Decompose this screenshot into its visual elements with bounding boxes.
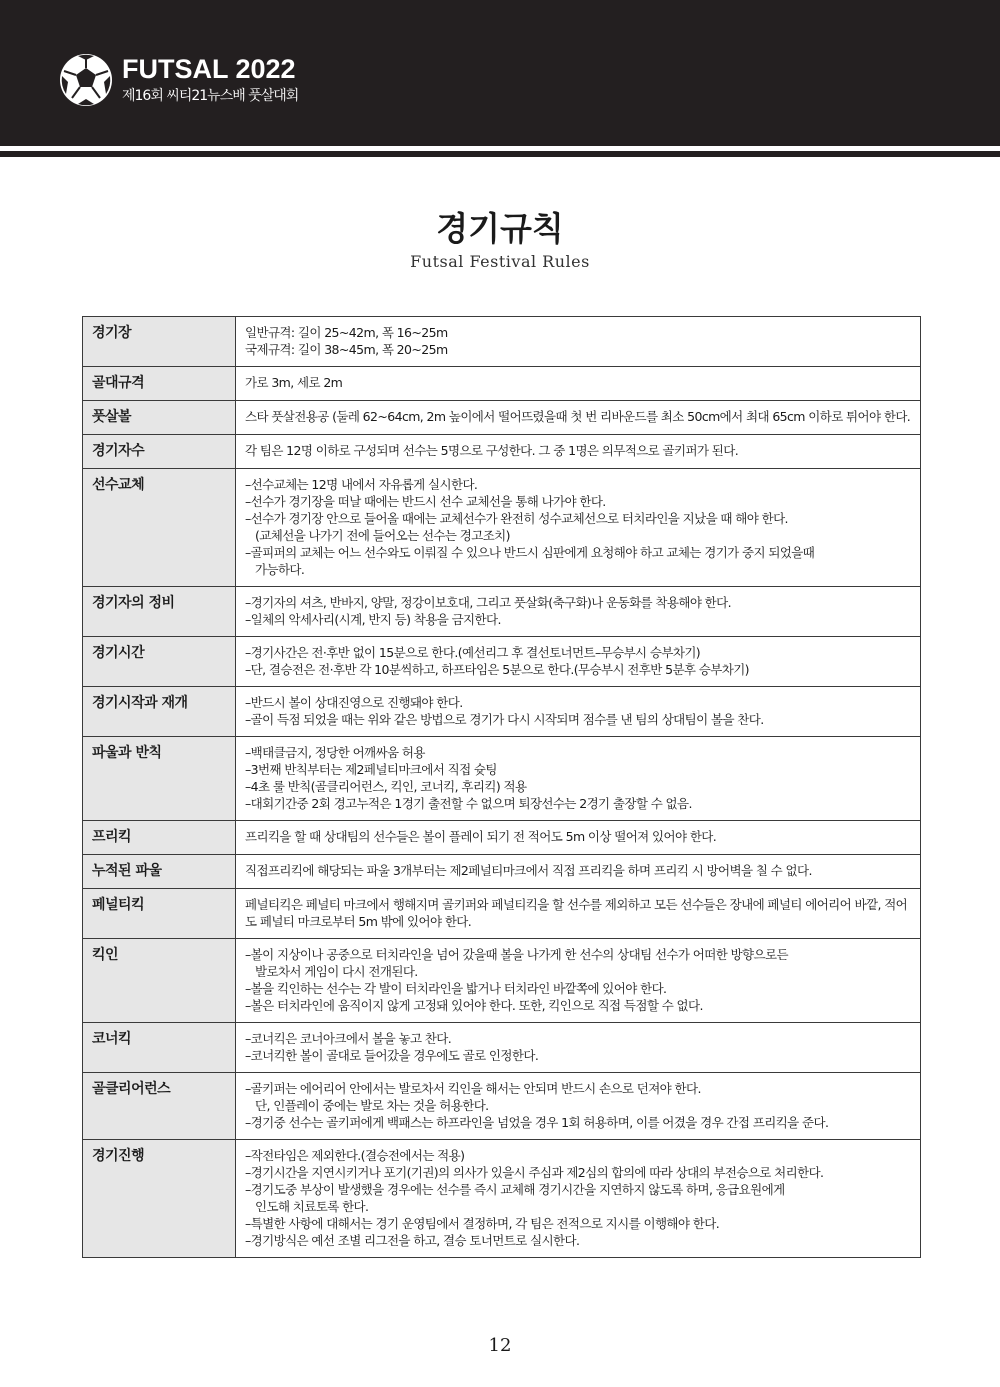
rule-line: –특별한 사항에 대해서는 경기 운영팀에서 결정하며, 각 팀은 전적으로 지시를 이행해야 한다. [245,1216,720,1231]
rule-line: –반드시 볼이 상대진영으로 진행돼야 한다. [245,695,463,710]
rule-content [236,317,921,367]
rule-label: 경기자의 정비 [83,587,236,637]
rule-line: 국제규격: 길이 38~45m, 폭 20~25m [245,342,448,357]
rule-row [83,637,921,687]
rule-label: 파울과 반칙 [83,737,236,821]
rule-label: 프리킥 [83,821,236,855]
rule-label: 경기진행 [83,1140,236,1258]
rule-label: 코너킥 [83,1023,236,1073]
rule-line: –골키퍼는 에어리어 안에서는 발로차서 킥인을 해서는 안되며 반드시 손으로 던져야 한다. [245,1081,701,1096]
rule-line: –경기도중 부상이 발생했을 경우에는 선수를 즉시 교체해 경기시간을 지연하지 않도록 하며, 응급요원에게 [245,1182,785,1197]
rule-line: –4초 룰 반칙(골클리어런스, 킥인, 코너킥, 후리킥) 적용 [245,779,527,794]
page-title: 경기규칙 [436,209,564,248]
rule-row [83,1140,921,1258]
rule-line: –경기중 선수는 골키퍼에게 백패스는 하프라인을 넘었을 경우 1회 허용하며, 이를 어겼을 경우 간접 프리킥을 준다. [245,1115,829,1130]
rule-content [236,821,921,855]
rule-line: 직접프리킥에 해당되는 파울 3개부터는 제2페널티마크에서 직접 프리킥을 하며 프리킥 시 방어벽을 칠 수 없다. [245,863,812,878]
rule-line: 가로 3m, 세로 2m [245,375,343,390]
rule-label: 킥인 [83,939,236,1023]
rule-line: 일반규격: 길이 25~42m, 폭 16~25m [245,325,448,340]
rule-line: –단, 결승전은 전·후반 각 10분씩하고, 하프타임은 5분으로 한다.(무승부시 전후반 5분후 승부차기) [245,662,749,677]
rule-line: –선수가 경기장 안으로 들어올 때에는 교체선수가 완전히 성수교체선으로 터치라인을 지났을 때 해야 한다. [245,511,788,526]
rule-row [83,855,921,889]
rule-content [236,435,921,469]
rule-line: 단, 인플레이 중에는 발로 차는 것을 허용한다. [255,1098,489,1113]
rule-line: 프리킥을 할 때 상대팀의 선수들은 볼이 플레이 되기 전 적어도 5m 이상 떨어져 있어야 한다. [245,829,717,844]
rule-line: –볼을 킥인하는 선수는 각 발이 터치라인을 밟거나 터치라인 바깥쪽에 있어야 한다. [245,981,667,996]
rule-row [83,317,921,367]
rule-row [83,1023,921,1073]
rule-row [83,435,921,469]
rule-row [83,939,921,1023]
page-number: 12 [488,1335,512,1356]
rule-line: –골이 득점 되었을 때는 위와 같은 방법으로 경기가 다시 시작되며 점수를 낸 팀의 상대팀이 볼을 찬다. [245,712,764,727]
rule-line: –코너킥은 코너아크에서 볼을 놓고 찬다. [245,1031,452,1046]
rule-line: –백태클금지, 정당한 어깨싸움 허용 [245,745,425,760]
rule-line: –선수가 경기장을 떠날 때에는 반드시 선수 교체선을 통해 나가야 한다. [245,494,606,509]
rule-row [83,1073,921,1140]
rule-content [236,1073,921,1140]
rule-line: 발로차서 게임이 다시 전개된다. [255,964,418,979]
rule-line: (교체선을 나가기 전에 들어오는 선수는 경고조치) [255,528,510,543]
rule-line: –코너킥한 볼이 골대로 들어갔을 경우에도 골로 인정한다. [245,1048,539,1063]
rule-label: 골클리어런스 [83,1073,236,1140]
rule-line: –경기자의 셔츠, 반바지, 양말, 정강이보호대, 그리고 풋살화(축구화)나 운동화를 착용해야 한다. [245,595,732,610]
rule-line: –볼이 지상이나 공중으로 터치라인을 넘어 갔을때 볼을 나가게 한 선수의 상대팀 선수가 어떠한 방향으로든 [245,947,788,962]
rule-line: 각 팀은 12명 이하로 구성되며 선수는 5명으로 구성한다. 그 중 1명은 의무적으로 골키퍼가 된다. [245,443,739,458]
rule-content [236,889,921,939]
rule-row [83,367,921,401]
rule-content [236,367,921,401]
logo-subtitle: 제16회 씨티21뉴스배 풋살대회 [122,88,299,104]
rule-line: –3번째 반칙부터는 제2페널티마크에서 직접 슛팅 [245,762,497,777]
rule-line: –경기사간은 전·후반 없이 15분으로 한다.(예선리그 후 결선토너먼트–무승부시 승부차기) [245,645,701,660]
page-header [0,0,1000,146]
rule-label: 경기장 [83,317,236,367]
rule-label: 선수교체 [83,469,236,587]
rule-content [236,939,921,1023]
rule-content [236,855,921,889]
rule-label: 누적된 파울 [83,855,236,889]
rule-label: 페널티킥 [83,889,236,939]
rule-content [236,1140,921,1258]
rule-label: 골대규격 [83,367,236,401]
rule-content [236,687,921,737]
rule-line: –일체의 악세사리(시계, 반지 등) 착용을 금지한다. [245,612,501,627]
rule-row [83,587,921,637]
header-divider [0,151,1000,157]
rule-label: 경기시간 [83,637,236,687]
rule-line: –선수교체는 12명 내에서 자유롭게 실시한다. [245,477,478,492]
rule-line: –경기시간을 지연시키거나 포기(기권)의 의사가 있을시 주심과 제2심의 합의에 따라 상대의 부전승으로 처리한다. [245,1165,824,1180]
rule-content [236,1023,921,1073]
rule-line: –경기방식은 예선 조별 리그전을 하고, 결승 토너먼트로 실시한다. [245,1233,580,1248]
rule-row [83,889,921,939]
rule-content [236,637,921,687]
rule-content [236,469,921,587]
rule-line: 페널티킥은 페널티 마크에서 행해지며 골키퍼와 페널티킥을 할 선수를 제외하고 모든 선수들은 장내에 페널티 에어리어 바깥, 적어도 페널티 마크로부터 5m 밖에 있어야 한다. [245,897,908,929]
rule-content [236,737,921,821]
rule-line: 스타 풋살전용공 (둘레 62~64cm, 2m 높이에서 떨어뜨렸을때 첫 번 리바운드를 최소 50cm에서 최대 65cm 이하로 튀어야 한다. [245,409,911,424]
rule-line: –볼은 터치라인에 움직이지 않게 고정돼 있어야 한다. 또한, 킥인으로 직접 득점할 수 없다. [245,998,703,1013]
soccer-ball-icon [58,52,114,108]
rule-line: –골피퍼의 교체는 어느 선수와도 이뤄질 수 있으나 반드시 심판에게 요청해야 하고 교체는 경기가 중지 되었을때 [245,545,815,560]
rules-table [82,316,921,1258]
rule-line: –대회기간중 2회 경고누적은 1경기 출전할 수 없으며 퇴장선수는 2경기 출장할 수 없음. [245,796,692,811]
logo-title: FUTSAL 2022 [122,54,296,84]
rule-line: 가능하다. [255,562,305,577]
rule-content [236,401,921,435]
rules-table-body [83,317,921,1258]
rule-line: –작전타임은 제외한다.(결승전에서는 적용) [245,1148,465,1163]
rule-row [83,737,921,821]
rule-label: 풋살볼 [83,401,236,435]
rule-line: 인도해 치료토록 한다. [255,1199,369,1214]
page-subtitle: Futsal Festival Rules [410,252,590,271]
rule-label: 경기자수 [83,435,236,469]
rule-label: 경기시작과 재개 [83,687,236,737]
rule-row [83,469,921,587]
rule-content [236,587,921,637]
rule-row [83,401,921,435]
rule-row [83,687,921,737]
rule-row [83,821,921,855]
